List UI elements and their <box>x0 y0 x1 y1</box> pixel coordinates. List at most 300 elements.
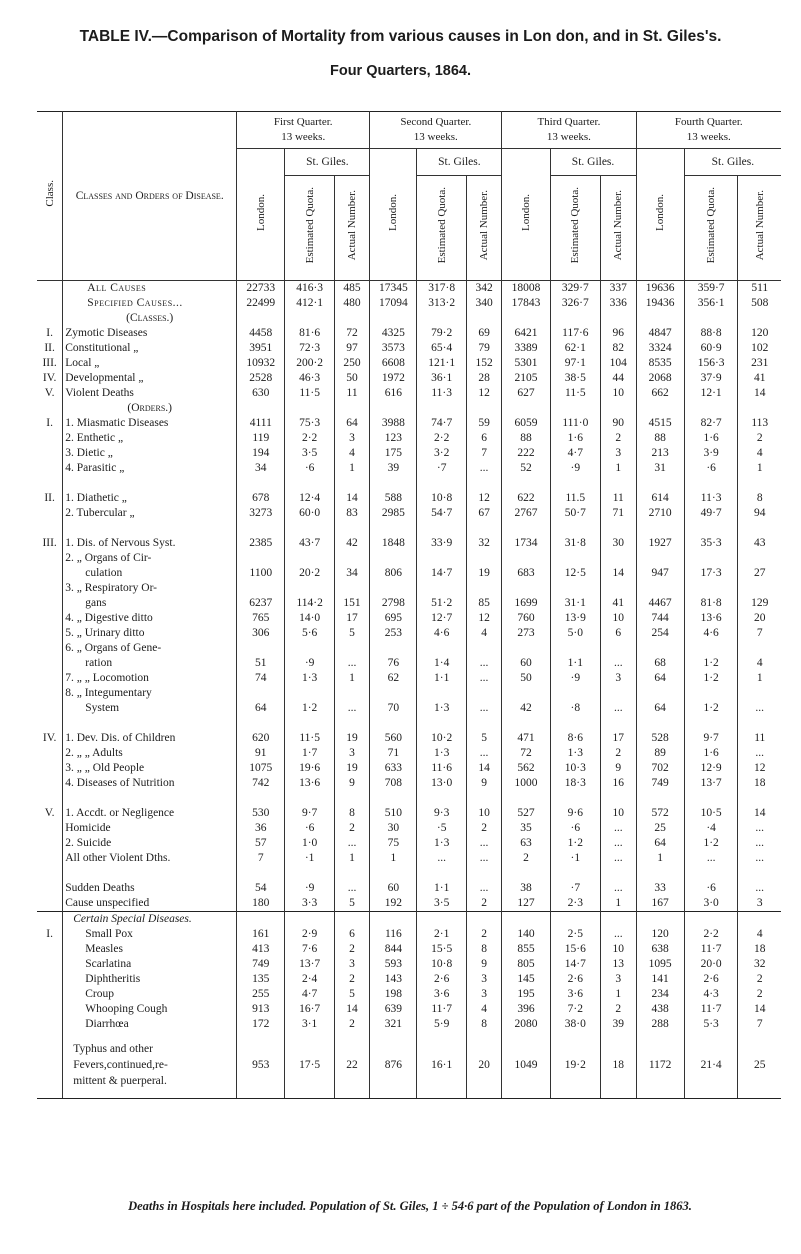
value-cell: 2 <box>466 927 501 942</box>
description-cell: Local „ <box>63 356 237 371</box>
value-cell: ·7 <box>417 461 466 476</box>
table-row <box>37 1017 781 1032</box>
value-cell: 702 <box>636 761 684 776</box>
value-cell: 12 <box>466 386 501 401</box>
value-cell <box>370 641 417 656</box>
value-cell: 4515 <box>636 416 684 431</box>
london-header-q1: London. <box>237 149 285 281</box>
value-cell <box>738 716 781 731</box>
value-cell: 678 <box>237 491 285 506</box>
value-cell: 7 <box>756 1018 763 1030</box>
value-cell: 13·6 <box>684 611 738 626</box>
class-cell: III. <box>37 356 63 371</box>
value-cell: 194 <box>237 446 285 461</box>
value-cell: 17843 <box>502 296 550 311</box>
class-cell <box>37 431 63 446</box>
value-cell: ... <box>755 837 765 849</box>
table-row <box>37 671 781 686</box>
value-cell: 90 <box>601 416 636 431</box>
value-cell <box>285 581 334 596</box>
value-cell: 508 <box>751 297 769 309</box>
description-cell: Scarlatina <box>63 957 237 972</box>
value-cell: ... <box>466 656 501 671</box>
value-cell: 1699 <box>502 596 550 611</box>
value-cell: 947 <box>636 566 684 581</box>
table-row <box>37 581 781 596</box>
value-cell <box>334 641 369 656</box>
table-row <box>37 566 781 581</box>
value-cell: ... <box>601 927 636 942</box>
value-cell: 1 <box>756 462 763 474</box>
value-cell <box>334 551 369 566</box>
value-cell: 7·2 <box>550 1002 600 1017</box>
value-cell: 175 <box>370 446 417 461</box>
value-cell: 528 <box>636 731 684 746</box>
value-cell: 20 <box>466 1032 501 1099</box>
value-cell: ... <box>466 746 501 761</box>
value-cell: ... <box>334 881 369 896</box>
value-cell: 4 <box>756 447 763 459</box>
value-cell: 12 <box>466 611 501 626</box>
value-cell: 62·1 <box>550 341 600 356</box>
value-cell: 2·4 <box>285 972 334 987</box>
value-cell: 135 <box>237 972 285 987</box>
value-cell <box>550 476 600 491</box>
value-cell: 41 <box>601 596 636 611</box>
table-row <box>37 311 781 326</box>
value-cell: 71 <box>370 746 417 761</box>
table-title: TABLE IV.—Comparison of Mortality from various causes in Lon don, and in St. Giles's. <box>79 28 722 45</box>
value-cell: 5·3 <box>684 1017 738 1032</box>
value-cell: 4·6 <box>684 626 738 641</box>
class-cell <box>37 461 63 476</box>
value-cell <box>334 476 369 491</box>
value-cell <box>370 686 417 701</box>
value-cell: 742 <box>237 776 285 791</box>
value-cell <box>502 551 550 566</box>
value-cell: 192 <box>370 896 417 912</box>
value-cell <box>285 551 334 566</box>
description-cell: 1. Accdt. or Negligence <box>63 806 237 821</box>
value-cell: 2385 <box>237 536 285 551</box>
value-cell: 119 <box>237 431 285 446</box>
value-cell: 471 <box>502 731 550 746</box>
class-cell <box>37 836 63 851</box>
value-cell: 6 <box>466 431 501 446</box>
value-cell: 527 <box>502 806 550 821</box>
value-cell: 39 <box>370 461 417 476</box>
value-cell <box>684 476 738 491</box>
value-cell: 39 <box>601 1017 636 1032</box>
value-cell: 81·6 <box>285 326 334 341</box>
description-cell: 7. „ „ Locomotion <box>63 671 237 686</box>
value-cell: 13·0 <box>417 776 466 791</box>
value-cell <box>502 476 550 491</box>
value-cell <box>550 551 600 566</box>
class-cell <box>37 912 63 928</box>
description-cell: 2. Tubercular „ <box>63 506 237 521</box>
value-cell: 46·3 <box>285 371 334 386</box>
value-cell: 2 <box>334 972 369 987</box>
value-cell: 4467 <box>636 596 684 611</box>
value-cell: 359·7 <box>684 281 738 297</box>
class-cell: III. <box>37 536 63 551</box>
value-cell: 639 <box>370 1002 417 1017</box>
value-cell: 14 <box>601 566 636 581</box>
value-cell <box>738 476 781 491</box>
value-cell <box>636 476 684 491</box>
value-cell: ... <box>755 747 765 759</box>
table-row <box>37 686 781 701</box>
description-cell: 4. Diseases of Nutrition <box>63 776 237 791</box>
value-cell <box>417 641 466 656</box>
value-cell: 1·2 <box>684 671 738 686</box>
description-cell <box>63 866 237 881</box>
value-cell <box>370 866 417 881</box>
table-row <box>37 491 781 506</box>
value-cell: ... <box>755 882 765 894</box>
value-cell <box>550 791 600 806</box>
value-cell: 2 <box>334 942 369 957</box>
table-row <box>37 386 781 401</box>
value-cell: 3·6 <box>550 987 600 1002</box>
value-cell: 1·6 <box>684 431 738 446</box>
value-cell: 1·3 <box>285 671 334 686</box>
value-cell: 4 <box>466 1002 501 1017</box>
class-cell <box>37 701 63 716</box>
value-cell: 638 <box>636 942 684 957</box>
value-cell: 1·4 <box>417 656 466 671</box>
value-cell: ·4 <box>684 821 738 836</box>
value-cell: 222 <box>502 446 550 461</box>
value-cell <box>502 581 550 596</box>
value-cell: 438 <box>636 1002 684 1017</box>
class-cell: I. <box>37 927 63 942</box>
value-cell <box>285 641 334 656</box>
value-cell: 749 <box>237 957 285 972</box>
value-cell: 35 <box>502 821 550 836</box>
value-cell: ... <box>466 461 501 476</box>
table-row <box>37 656 781 671</box>
value-cell: 630 <box>237 386 285 401</box>
class-cell <box>37 401 63 416</box>
value-cell <box>466 581 501 596</box>
value-cell <box>285 476 334 491</box>
value-cell: 60 <box>370 881 417 896</box>
value-cell <box>738 641 781 656</box>
value-cell <box>417 476 466 491</box>
value-cell: 749 <box>636 776 684 791</box>
value-cell: 38 <box>502 881 550 896</box>
value-cell: 11·3 <box>417 386 466 401</box>
value-cell <box>502 912 550 928</box>
value-cell: 253 <box>370 626 417 641</box>
description-cell: Cause unspecified <box>63 896 237 912</box>
value-cell: 79 <box>466 341 501 356</box>
value-cell: 4 <box>756 928 763 940</box>
value-cell <box>466 716 501 731</box>
typhus-row <box>37 1032 781 1099</box>
value-cell <box>636 521 684 536</box>
table-row <box>37 761 781 776</box>
value-cell: 71 <box>601 506 636 521</box>
value-cell <box>636 401 684 416</box>
value-cell: ·6 <box>684 461 738 476</box>
value-cell: 64 <box>237 701 285 716</box>
value-cell <box>636 866 684 881</box>
table-row <box>37 356 781 371</box>
typhus-description-line: Typhus and other <box>73 1043 153 1055</box>
value-cell: 3·9 <box>684 446 738 461</box>
value-cell: ... <box>466 701 501 716</box>
class-cell <box>37 987 63 1002</box>
value-cell <box>550 716 600 731</box>
value-cell: 2·2 <box>417 431 466 446</box>
value-cell: 10·3 <box>550 761 600 776</box>
value-cell: 19 <box>466 566 501 581</box>
table-row <box>37 416 781 431</box>
description-cell: Diphtheritis <box>63 972 237 987</box>
value-cell: 2528 <box>237 371 285 386</box>
table-row <box>37 461 781 476</box>
table-row <box>37 431 781 446</box>
value-cell: 2 <box>466 896 501 912</box>
value-cell: 5 <box>334 987 369 1002</box>
value-cell <box>502 401 550 416</box>
actual-header-q2: Actual Number. <box>466 176 501 281</box>
value-cell <box>334 581 369 596</box>
value-cell: 1 <box>334 851 369 866</box>
value-cell: 9·7 <box>285 806 334 821</box>
value-cell: 5·0 <box>550 626 600 641</box>
value-cell: ... <box>601 851 636 866</box>
value-cell: 180 <box>237 896 285 912</box>
value-cell: 2 <box>756 973 763 985</box>
table-row <box>37 506 781 521</box>
value-cell: 560 <box>370 731 417 746</box>
table-row <box>37 341 781 356</box>
value-cell <box>370 716 417 731</box>
value-cell: 3 <box>334 957 369 972</box>
value-cell: 67 <box>466 506 501 521</box>
value-cell: 14·0 <box>285 611 334 626</box>
value-cell <box>417 521 466 536</box>
value-cell: 9·3 <box>417 806 466 821</box>
value-cell: 254 <box>636 626 684 641</box>
value-cell <box>601 866 636 881</box>
value-cell: 511 <box>738 281 781 297</box>
class-cell <box>37 776 63 791</box>
value-cell: 25 <box>738 1032 781 1099</box>
value-cell: 140 <box>502 927 550 942</box>
value-cell: 2767 <box>502 506 550 521</box>
value-cell: 2 <box>756 988 763 1000</box>
value-cell: 88·8 <box>684 326 738 341</box>
value-cell: 68 <box>636 656 684 671</box>
value-cell: 12 <box>753 762 766 774</box>
table-row <box>37 957 781 972</box>
description-cell: 3. „ Respiratory Or- <box>63 581 237 596</box>
value-cell: 25 <box>636 821 684 836</box>
value-cell: 1·6 <box>684 746 738 761</box>
value-cell: ·9 <box>285 881 334 896</box>
table-row <box>37 791 781 806</box>
actual-header-q3: Actual Number. <box>601 176 636 281</box>
value-cell: 6237 <box>237 596 285 611</box>
value-cell: 10·8 <box>417 957 466 972</box>
value-cell: 57 <box>237 836 285 851</box>
value-cell: ... <box>601 821 636 836</box>
value-cell: 250 <box>334 356 369 371</box>
value-cell: 6608 <box>370 356 417 371</box>
description-cell: 2. Enthetic „ <box>63 431 237 446</box>
value-cell: 1172 <box>636 1032 684 1099</box>
value-cell: 3 <box>601 671 636 686</box>
quarter-2-header: Second Quarter. 13 weeks. <box>370 112 502 149</box>
value-cell <box>684 551 738 566</box>
description-cell <box>63 521 237 536</box>
value-cell: 2·6 <box>684 972 738 987</box>
table-row <box>37 972 781 987</box>
value-cell: 120 <box>751 327 769 339</box>
value-cell: 306 <box>237 626 285 641</box>
class-cell <box>37 506 63 521</box>
value-cell: 4111 <box>237 416 285 431</box>
value-cell: ·9 <box>285 656 334 671</box>
value-cell: 62 <box>370 671 417 686</box>
value-cell: 5 <box>466 731 501 746</box>
value-cell: 120 <box>636 927 684 942</box>
value-cell: 69 <box>466 326 501 341</box>
value-cell <box>550 401 600 416</box>
description-cell: Measles <box>63 942 237 957</box>
description-cell: 2. „ Organs of Cir- <box>63 551 237 566</box>
value-cell: ... <box>334 656 369 671</box>
value-cell <box>601 401 636 416</box>
value-cell <box>285 521 334 536</box>
value-cell <box>334 686 369 701</box>
value-cell: 19·2 <box>550 1032 600 1099</box>
description-cell: 2. Suicide <box>63 836 237 851</box>
value-cell: 2·3 <box>550 896 600 912</box>
description-cell: 4. „ Digestive ditto <box>63 611 237 626</box>
value-cell: 17·5 <box>285 1032 334 1099</box>
value-cell: 1·0 <box>285 836 334 851</box>
value-cell: ·6 <box>285 821 334 836</box>
value-cell <box>601 551 636 566</box>
value-cell: 9 <box>466 957 501 972</box>
value-cell: 111·0 <box>550 416 600 431</box>
value-cell <box>550 686 600 701</box>
value-cell: 43·7 <box>285 536 334 551</box>
table-row <box>37 776 781 791</box>
value-cell: ... <box>755 822 765 834</box>
value-cell <box>466 551 501 566</box>
value-cell: 1927 <box>636 536 684 551</box>
value-cell: 27 <box>753 567 766 579</box>
value-cell: 97 <box>334 341 369 356</box>
value-cell: 3273 <box>237 506 285 521</box>
value-cell: 200·2 <box>285 356 334 371</box>
value-cell: 88 <box>636 431 684 446</box>
value-cell: 64 <box>636 701 684 716</box>
london-header-q2: London. <box>370 149 417 281</box>
value-cell: 12·7 <box>417 611 466 626</box>
value-cell: 11 <box>334 386 369 401</box>
value-cell: 116 <box>370 927 417 942</box>
description-cell: Diarrhœa <box>63 1017 237 1032</box>
value-cell: 2 <box>334 1017 369 1032</box>
value-cell: 9·6 <box>550 806 600 821</box>
description-cell: All other Violent Dths. <box>63 851 237 866</box>
value-cell: 1100 <box>237 566 285 581</box>
class-cell <box>37 761 63 776</box>
value-cell: 127 <box>502 896 550 912</box>
value-cell: 172 <box>237 1017 285 1032</box>
value-cell: 37·9 <box>684 371 738 386</box>
value-cell: 321 <box>370 1017 417 1032</box>
value-cell <box>334 401 369 416</box>
value-cell: 9 <box>334 776 369 791</box>
value-cell: 1 <box>334 461 369 476</box>
class-cell <box>37 611 63 626</box>
value-cell: 695 <box>370 611 417 626</box>
value-cell: 342 <box>466 281 501 297</box>
value-cell: 4847 <box>636 326 684 341</box>
value-cell <box>417 401 466 416</box>
value-cell: 510 <box>370 806 417 821</box>
value-cell: 16·7 <box>285 1002 334 1017</box>
value-cell: 36 <box>237 821 285 836</box>
value-cell: 20·2 <box>285 566 334 581</box>
value-cell: 662 <box>636 386 684 401</box>
value-cell <box>738 311 781 326</box>
value-cell: 19636 <box>636 281 684 297</box>
value-cell: 117·6 <box>550 326 600 341</box>
value-cell <box>237 476 285 491</box>
value-cell: ·6 <box>285 461 334 476</box>
value-cell: 616 <box>370 386 417 401</box>
value-cell <box>738 521 781 536</box>
value-cell: 3 <box>601 972 636 987</box>
value-cell: ... <box>601 836 636 851</box>
class-cell: V. <box>37 386 63 401</box>
value-cell: 72 <box>334 326 369 341</box>
value-cell: 2·2 <box>684 927 738 942</box>
value-cell: ... <box>466 851 501 866</box>
class-cell <box>37 671 63 686</box>
value-cell: 60 <box>502 656 550 671</box>
value-cell <box>417 866 466 881</box>
value-cell <box>466 521 501 536</box>
value-cell: 10 <box>601 386 636 401</box>
special-header-row <box>37 912 781 928</box>
value-cell: 82·7 <box>684 416 738 431</box>
class-cell <box>37 521 63 536</box>
value-cell: 4·7 <box>285 987 334 1002</box>
value-cell: 2798 <box>370 596 417 611</box>
table-row <box>37 746 781 761</box>
value-cell: 3·5 <box>285 446 334 461</box>
value-cell: 562 <box>502 761 550 776</box>
description-cell: gans <box>63 596 237 611</box>
value-cell: 30 <box>370 821 417 836</box>
table-row <box>37 326 781 341</box>
estimated-header-q2: Estimated Quota. <box>417 176 466 281</box>
value-cell: 633 <box>370 761 417 776</box>
value-cell: ·7 <box>550 881 600 896</box>
value-cell: 1049 <box>502 1032 550 1099</box>
